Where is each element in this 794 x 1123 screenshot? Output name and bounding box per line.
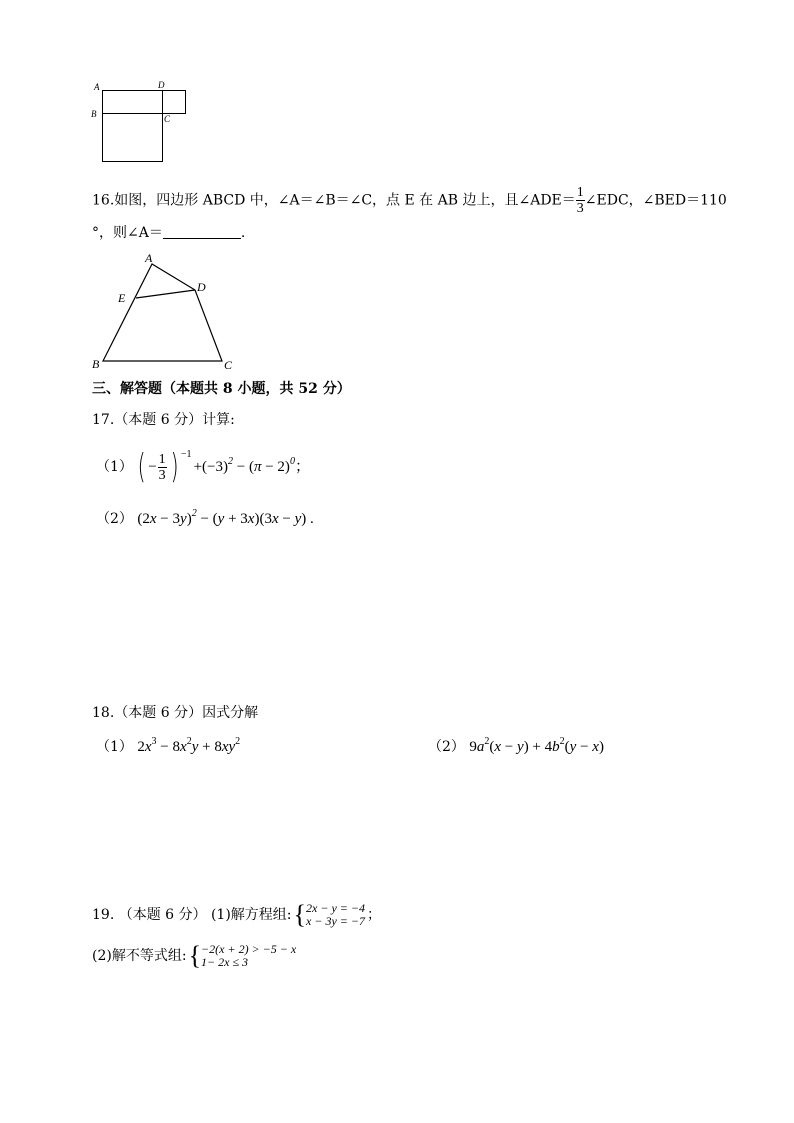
segment-ed <box>136 290 195 298</box>
section-heading: 三、解答题（本题共 8 小题，共 52 分） <box>92 381 351 397</box>
q17-part1: （1） ( − $\frac{1}{3}$ ) −1 $+(-3)^2 - (\pi - 2)^0$； <box>96 447 310 487</box>
q16-line2-b: . <box>240 225 246 241</box>
q16-text-b: ∠EDC，∠BED＝110 <box>584 192 727 209</box>
q16-line1 <box>92 185 727 216</box>
q18-title: 18.（本题 6 分）因式分解 <box>92 705 259 721</box>
q17-part2: （2） $(2x - 3y)^2 - (y + 3x)(3x - y)$ . <box>96 508 314 527</box>
q19-line1 <box>92 898 381 932</box>
q17-title: 17.（本题 6 分）计算: <box>92 412 235 428</box>
q19-system1 <box>306 902 365 928</box>
label-a: A <box>145 251 153 265</box>
q18-p2-label: （2） <box>428 739 465 755</box>
label-d: D <box>197 280 206 294</box>
q17-p2-label: （2） <box>96 511 133 527</box>
q19-line2 <box>92 939 296 973</box>
large-rectangle <box>103 91 163 162</box>
q17-p1-label: （1） <box>96 459 133 475</box>
q16-text-a: 16.如图，四边形 ABCD 中，∠A＝∠B＝∠C，点 E 在 AB 边上，且∠ADE＝ <box>92 192 576 209</box>
q16-frac-den: 3 <box>576 201 584 216</box>
q18-part2: （2） $9a^2(x - y) + 4b^2(y - x)$ <box>428 736 604 755</box>
q19-title: 19. （本题 6 分） (1)解方程组: <box>92 907 292 923</box>
answer-blank <box>163 224 241 239</box>
q19-system2 <box>201 943 296 969</box>
system-brace: { <box>188 941 202 970</box>
small-square <box>163 91 186 114</box>
sys1-eq1: 2x − y = −4 <box>306 901 365 915</box>
figure-square-abcd <box>88 78 198 166</box>
right-paren: ) <box>170 447 179 487</box>
q16-line2 <box>92 224 245 242</box>
q19-tail: ； <box>366 907 381 923</box>
label-c: C <box>164 114 171 124</box>
label-e: E <box>118 291 126 305</box>
label-d: D <box>158 80 165 90</box>
label-a: A <box>94 82 100 92</box>
sys2-ineq1: −2(x + 2) > −5 − x <box>201 942 297 956</box>
q17-frac-num: 1 <box>158 451 166 467</box>
figure-quadrilateral <box>88 248 248 374</box>
q16-fraction <box>576 185 585 216</box>
q16-line2-a: °，则∠A＝ <box>92 225 163 241</box>
q19-part2: (2)解不等式组: <box>92 948 187 964</box>
system-brace: { <box>293 900 307 929</box>
label-b: B <box>91 109 97 119</box>
sys2-ineq2: 1− 2x ≤ 3 <box>201 955 249 969</box>
label-b: B <box>92 357 100 371</box>
quadrilateral-abcd <box>103 264 222 361</box>
sys1-eq2: x − 3y = −7 <box>306 914 365 928</box>
q17-p1-fraction <box>158 452 167 483</box>
label-c: C <box>224 358 233 372</box>
q16-frac-num: 1 <box>576 185 584 200</box>
q18-p1-label: （1） <box>96 739 133 755</box>
q18-part1: （1） $2x^3 - 8x^2y + 8xy^2$ <box>96 736 241 755</box>
left-paren: ( <box>137 447 146 487</box>
q17-frac-den: 3 <box>158 467 166 483</box>
